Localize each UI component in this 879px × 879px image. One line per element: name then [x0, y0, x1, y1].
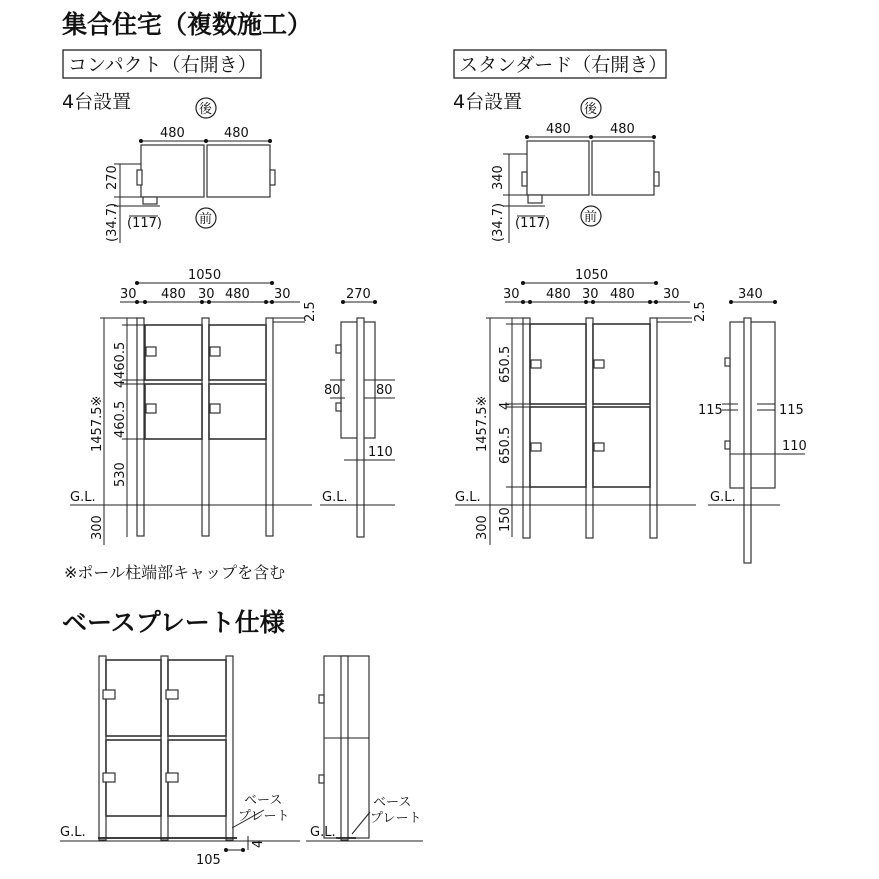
base-gl: G.L. [60, 825, 86, 840]
compact-plan-view [105, 98, 275, 243]
compact-side-110: 110 [368, 445, 393, 460]
standard-gap-m: 30 [582, 287, 599, 302]
standard-h-door1: 650.5 [498, 345, 513, 383]
compact-plan-w2: 480 [224, 126, 249, 141]
standard-unit-w1: 480 [546, 287, 571, 302]
compact-gap-l: 30 [120, 287, 137, 302]
standard-plan-offset: (34.7) [491, 202, 506, 242]
standard-plan-depth: 340 [491, 165, 506, 190]
base-plate-h: 4 [251, 839, 266, 848]
compact-front-text: 前 [199, 212, 213, 227]
compact-gl-side: G.L. [322, 490, 348, 505]
compact-side-80a: 80 [324, 383, 341, 398]
compact-side-depth: 270 [346, 287, 371, 302]
standard-side-depth: 340 [738, 287, 763, 302]
page-title: 集合住宅（複数施工） [62, 10, 313, 39]
compact-top-gap: 2.5 [303, 301, 318, 322]
standard-h-mid: 4 [498, 401, 513, 410]
standard-total-w: 1050 [575, 268, 609, 283]
standard-plan-w2: 480 [610, 122, 635, 137]
compact-plan-offset2: (117) [127, 216, 162, 231]
base-plate-label-a1: ベース [244, 793, 283, 808]
standard-top-gap: 2.5 [693, 301, 708, 322]
base-plate-title: ベースプレート仕様 [62, 608, 285, 637]
standard-rear-text: 後 [584, 102, 598, 117]
standard-plan-unit-1 [527, 141, 589, 195]
compact-total-w: 1050 [188, 268, 222, 283]
compact-plan-unit-1 [141, 145, 204, 197]
standard-side-115b: 115 [779, 403, 804, 418]
standard-plan-offset2: (117) [515, 216, 550, 231]
standard-gap-l: 30 [503, 287, 520, 302]
compact-h-door1: 460.5 [113, 341, 128, 379]
base-plate-label-a2: プレート [238, 809, 290, 824]
compact-plan-w1: 480 [160, 126, 185, 141]
standard-label: スタンダード（右開き） [459, 54, 668, 76]
compact-h-door2: 460.5 [113, 400, 128, 438]
base-plate-label-b2: プレート [370, 811, 422, 826]
compact-side-80b: 80 [376, 383, 393, 398]
standard-front-text: 前 [584, 210, 598, 225]
standard-plan-w1: 480 [546, 122, 571, 137]
standard-h-below-a: 150 [498, 507, 513, 532]
compact-unit-w2: 480 [225, 287, 250, 302]
compact-unit-w1: 480 [161, 287, 186, 302]
standard-unit-w2: 480 [610, 287, 635, 302]
base-plate-label-b1: ベース [373, 795, 412, 810]
base-gl-side: G.L. [310, 825, 336, 840]
compact-plan-offset: (34.7) [105, 202, 120, 242]
compact-plan-depth: 270 [105, 165, 120, 190]
compact-h-total: 1457.5※ [90, 395, 105, 452]
standard-front-elevation [455, 268, 708, 545]
standard-plan-unit-2 [592, 141, 654, 195]
compact-h-mid: 4 [113, 379, 128, 388]
compact-h-below: 300 [90, 515, 105, 540]
base-front-elevation [60, 656, 300, 868]
compact-front-elevation [70, 268, 318, 545]
compact-count-label: 4台設置 [62, 91, 132, 113]
standard-side-elevation [698, 287, 807, 563]
standard-count-label: 4台設置 [453, 91, 523, 113]
compact-h-leg: 530 [113, 462, 128, 487]
standard-gap-r: 30 [663, 287, 680, 302]
footnote: ※ポール柱端部キャップを含む [64, 563, 286, 582]
compact-rear-text: 後 [199, 102, 213, 117]
compact-side-elevation [320, 287, 395, 537]
standard-side-115a: 115 [698, 403, 723, 418]
compact-gl: G.L. [70, 490, 96, 505]
base-side-elevation [306, 656, 423, 841]
base-plate-w: 105 [196, 853, 221, 868]
standard-h-total: 1457.5※ [475, 395, 490, 452]
compact-gap-m: 30 [198, 287, 215, 302]
standard-h-below: 300 [475, 515, 490, 540]
compact-label: コンパクト（右開き） [68, 54, 257, 76]
standard-gl-side: G.L. [710, 490, 736, 505]
standard-h-door2: 650.5 [498, 426, 513, 464]
standard-plan-view [491, 98, 659, 243]
standard-gl: G.L. [455, 490, 481, 505]
standard-side-110: 110 [782, 439, 807, 454]
compact-gap-r: 30 [274, 287, 291, 302]
compact-plan-unit-2 [207, 145, 270, 197]
